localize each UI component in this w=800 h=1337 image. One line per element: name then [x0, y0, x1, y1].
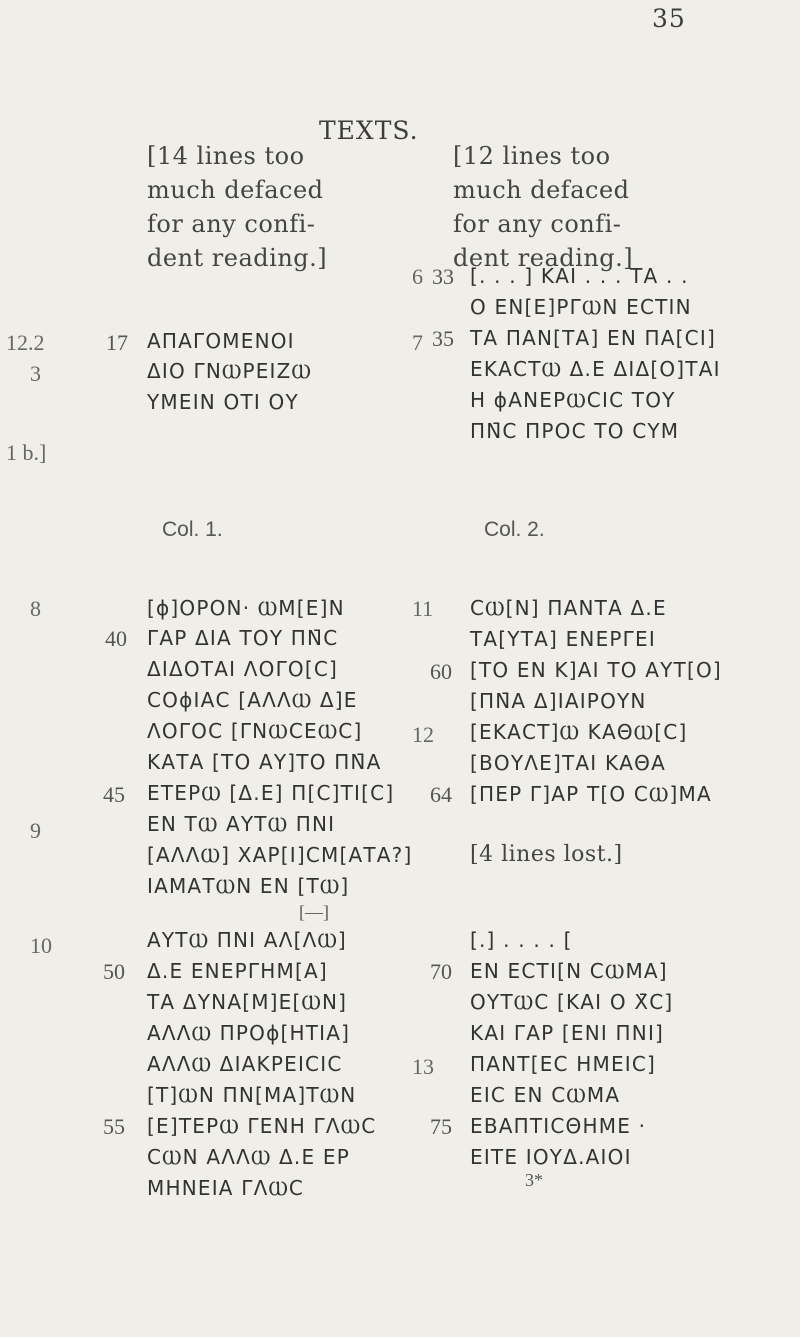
line-number: 40	[105, 626, 127, 651]
line-number: 33	[432, 264, 454, 289]
text-line: ΑΛΛⲰ ΔΙΑΚΡΕΙCΙC	[147, 1052, 343, 1076]
line-number: 60	[430, 659, 452, 684]
margin-label: 8	[30, 596, 41, 621]
text-line: ΙΑΜΑΤⲰΝ ΕΝ [ΤⲰ]	[147, 874, 350, 898]
margin-label: 1 b.]	[6, 440, 47, 465]
text-line: [ΠΝ̄Α Δ]ΙΑΙΡΟΥΝ	[470, 689, 647, 713]
line-number: 50	[103, 959, 125, 984]
text-line: CⲰΝ ΑΛΛⲰ Δ.Ε ΕΡ	[147, 1145, 350, 1169]
text-line: ΑΠΑΓΟΜΕΝΟΙ	[147, 329, 295, 353]
margin-label: 3	[30, 361, 41, 386]
margin-label: 12	[412, 722, 434, 747]
page-number: 35	[652, 4, 686, 33]
note-line: [12 lines too	[453, 142, 611, 170]
text-line: ΥΜΕΙΝ ΟΤΙ ΟΥ	[147, 390, 299, 414]
note-line: for any confi-	[147, 210, 316, 238]
text-line: ΤΑ ΠΑΝ[ΤΑ] ΕΝ ΠΑ[CΙ]	[470, 326, 716, 350]
text-line: ΕΚΑCΤⲰ Δ.Ε ΔΙΔ[Ο]ΤΑΙ	[470, 357, 721, 381]
signature-mark: 3*	[525, 1170, 543, 1190]
text-line: [ΒΟΥΛΕ]ΤΑΙ ΚΑΘΑ	[470, 751, 666, 775]
text-line: ΚΑΤΑ [ΤΟ ΑΥ]ΤΟ ΠΝ̄Α	[147, 750, 382, 774]
text-line: ΕΒΑΠΤΙCΘΗΜΕ ·	[470, 1114, 647, 1138]
text-line: ΛΟΓΟC [ΓΝⲰCΕⲰC]	[147, 719, 363, 743]
text-line: CΟϕΙΑC [ΑΛΛⲰ Δ]Ε	[147, 688, 358, 712]
right-defaced-note	[453, 139, 633, 275]
margin-label: 10	[30, 933, 52, 958]
margin-label: 11	[412, 596, 434, 621]
note-line: dent reading.]	[453, 244, 634, 272]
margin-label: 7	[412, 330, 423, 355]
column-label: Col. 2.	[484, 518, 545, 541]
text-line: [ϕ]ΟΡΟΝ· ⲰΜ[Ε]Ν	[147, 596, 345, 620]
text-line: [ΑΛΛⲰ] ΧΑΡ[Ι]CΜ[ΑΤΑ?]	[147, 843, 413, 867]
text-line: ΑΛΛⲰ ΠΡΟϕ[ΗΤΙΑ]	[147, 1021, 351, 1045]
lost-lines-note: [4 lines lost.]	[470, 842, 623, 867]
text-line: [ΠΕΡ Γ]ΑΡ Τ[Ο CⲰ]ΜΑ	[470, 782, 712, 806]
superscript-mark: [—]	[299, 902, 329, 922]
text-line: Ο ΕΝ[Ε]ΡΓⲰΝ ΕCΤΙΝ	[470, 295, 692, 319]
text-line: [ΕΚΑCΤ]Ⲱ ΚΑΘⲰ[C]	[470, 720, 688, 744]
text-line: ΑΥΤⲰ ΠΝΙ ΑΛ[ΛⲰ]	[147, 928, 347, 952]
column-label: Col. 1.	[162, 518, 223, 541]
text-line: ΓΑΡ ΔΙΑ ΤΟΥ ΠΝ̄C	[147, 626, 339, 650]
line-number: 17	[106, 330, 128, 355]
line-number: 75	[430, 1114, 452, 1139]
text-line: [Ε]ΤΕΡⲰ ΓΕΝΗ ΓΛⲰC	[147, 1114, 377, 1138]
text-line: ΕΝ ΕCΤΙ[Ν CⲰΜΑ]	[470, 959, 668, 983]
text-line: [.] . . . . [	[470, 928, 573, 952]
text-line: [ΤΟ ΕΝ Κ]ΑΙ ΤΟ ΑΥΤ[Ο]	[470, 658, 722, 682]
left-defaced-note	[147, 139, 327, 275]
text-line: ΤΑ ΔΥΝΑ[Μ]Ε[ⲰΝ]	[147, 990, 348, 1014]
line-number: 55	[103, 1114, 125, 1139]
line-number: 70	[430, 959, 452, 984]
text-line: Δ.Ε ΕΝΕΡΓΗΜ[Α]	[147, 959, 328, 983]
note-line: dent reading.]	[147, 244, 328, 272]
line-number: 64	[430, 782, 452, 807]
text-line: [Τ]ⲰΝ ΠΝ[ΜΑ]ΤⲰΝ	[147, 1083, 357, 1107]
text-line: ΜΗΝΕΙΑ ΓΛⲰC	[147, 1176, 305, 1200]
text-line: [. . . ] ΚΑΙ . . . ΤΑ . .	[470, 264, 689, 288]
margin-label: 9	[30, 818, 41, 843]
text-line: ΠΝ̄C ΠΡΟC ΤΟ CΥΜ	[470, 419, 680, 443]
line-number: 35	[432, 326, 454, 351]
text-line: Η ϕΑΝΕΡⲰCΙC ΤΟΥ	[470, 388, 676, 412]
note-line: [14 lines too	[147, 142, 305, 170]
text-line: ΕΝ ΤⲰ ΑΥΤⲰ ΠΝΙ	[147, 812, 336, 836]
note-line: much defaced	[453, 176, 630, 204]
margin-label: 6	[412, 264, 423, 289]
text-line: ΟΥΤⲰC [ΚΑΙ Ο Χ̄C]	[470, 990, 674, 1014]
running-title: TEXTS.	[319, 116, 419, 145]
text-line: ΔΙΟ ΓΝⲰΡΕΙΖⲰ	[147, 359, 313, 383]
note-line: for any confi-	[453, 210, 622, 238]
note-line: much defaced	[147, 176, 324, 204]
line-number: 45	[103, 782, 125, 807]
text-line: ΚΑΙ ΓΑΡ [ΕΝΙ ΠΝΙ]	[470, 1021, 665, 1045]
margin-label: 12.2	[6, 330, 45, 355]
margin-label: 13	[412, 1054, 434, 1079]
text-line: ΕΙC ΕΝ CⲰΜΑ	[470, 1083, 621, 1107]
text-line: CⲰ[Ν] ΠΑΝΤΑ Δ.Ε	[470, 596, 667, 620]
text-line: ΕΤΕΡⲰ [Δ.Ε] Π[C]ΤΙ[C]	[147, 781, 395, 805]
text-line: ΠΑΝΤ[ΕC ΗΜΕΙC]	[470, 1052, 657, 1076]
text-line: ΤΑ[ΥΤΑ] ΕΝΕΡΓΕΙ	[470, 627, 656, 651]
text-line: ΔΙΔΟΤΑΙ ΛΟΓΟ[C]	[147, 657, 339, 681]
text-line: ΕΙΤΕ ΙΟΥΔ.ΑΙΟΙ	[470, 1145, 632, 1169]
